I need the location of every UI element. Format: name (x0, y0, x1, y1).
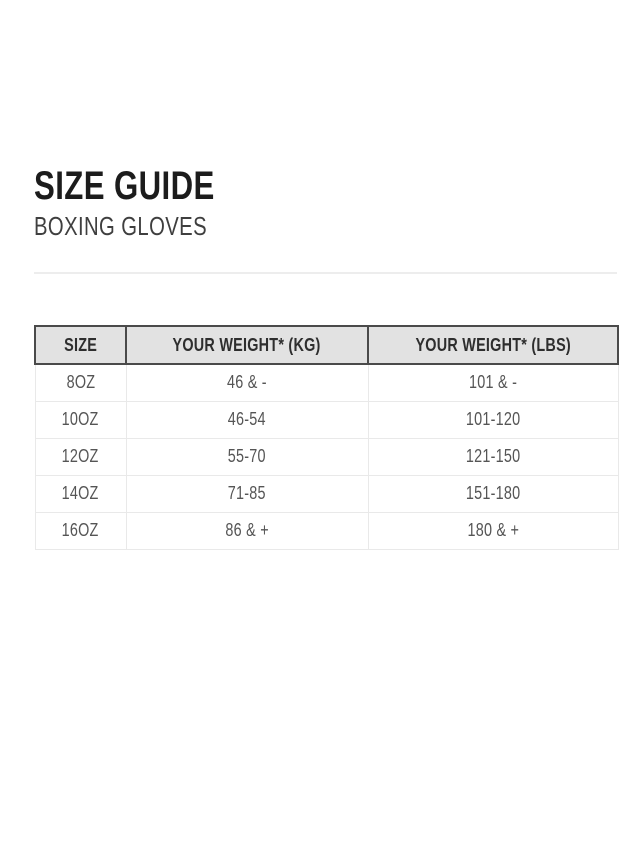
weight-lbs-cell: 121-150 (368, 438, 618, 475)
header-row (35, 326, 618, 364)
table-row (35, 512, 618, 549)
size-cell: 14OZ (35, 475, 126, 512)
weight-kg-cell: 55-70 (126, 438, 368, 475)
column-header-size: SIZE (35, 326, 126, 364)
weight-lbs-cell: 151-180 (368, 475, 618, 512)
size-cell: 12OZ (35, 438, 126, 475)
size-cell: 8OZ (35, 364, 126, 401)
weight-lbs-cell: 180 & + (368, 512, 618, 549)
weight-kg-cell: 71-85 (126, 475, 368, 512)
page-title-text: SIZE GUIDE (34, 164, 215, 208)
table-row (35, 401, 618, 438)
size-cell: 10OZ (35, 401, 126, 438)
weight-lbs-cell: 101 & - (368, 364, 618, 401)
weight-kg-cell: 46-54 (126, 401, 368, 438)
weight-kg-cell: 46 & - (126, 364, 368, 401)
page-subtitle-text: BOXING GLOVES (34, 211, 208, 241)
table-row (35, 438, 618, 475)
size-guide-table (34, 325, 619, 550)
column-header-weight-kg: YOUR WEIGHT* (KG) (126, 326, 368, 364)
table-body (35, 364, 618, 549)
weight-lbs-cell: 101-120 (368, 401, 618, 438)
table-header (35, 326, 618, 364)
page-title (34, 166, 617, 206)
size-cell: 16OZ (35, 512, 126, 549)
table-row (35, 364, 618, 401)
page-subtitle (34, 213, 617, 239)
section-divider (34, 272, 617, 274)
column-header-weight-lbs: YOUR WEIGHT* (LBS) (368, 326, 618, 364)
weight-kg-cell: 86 & + (126, 512, 368, 549)
table-row (35, 475, 618, 512)
